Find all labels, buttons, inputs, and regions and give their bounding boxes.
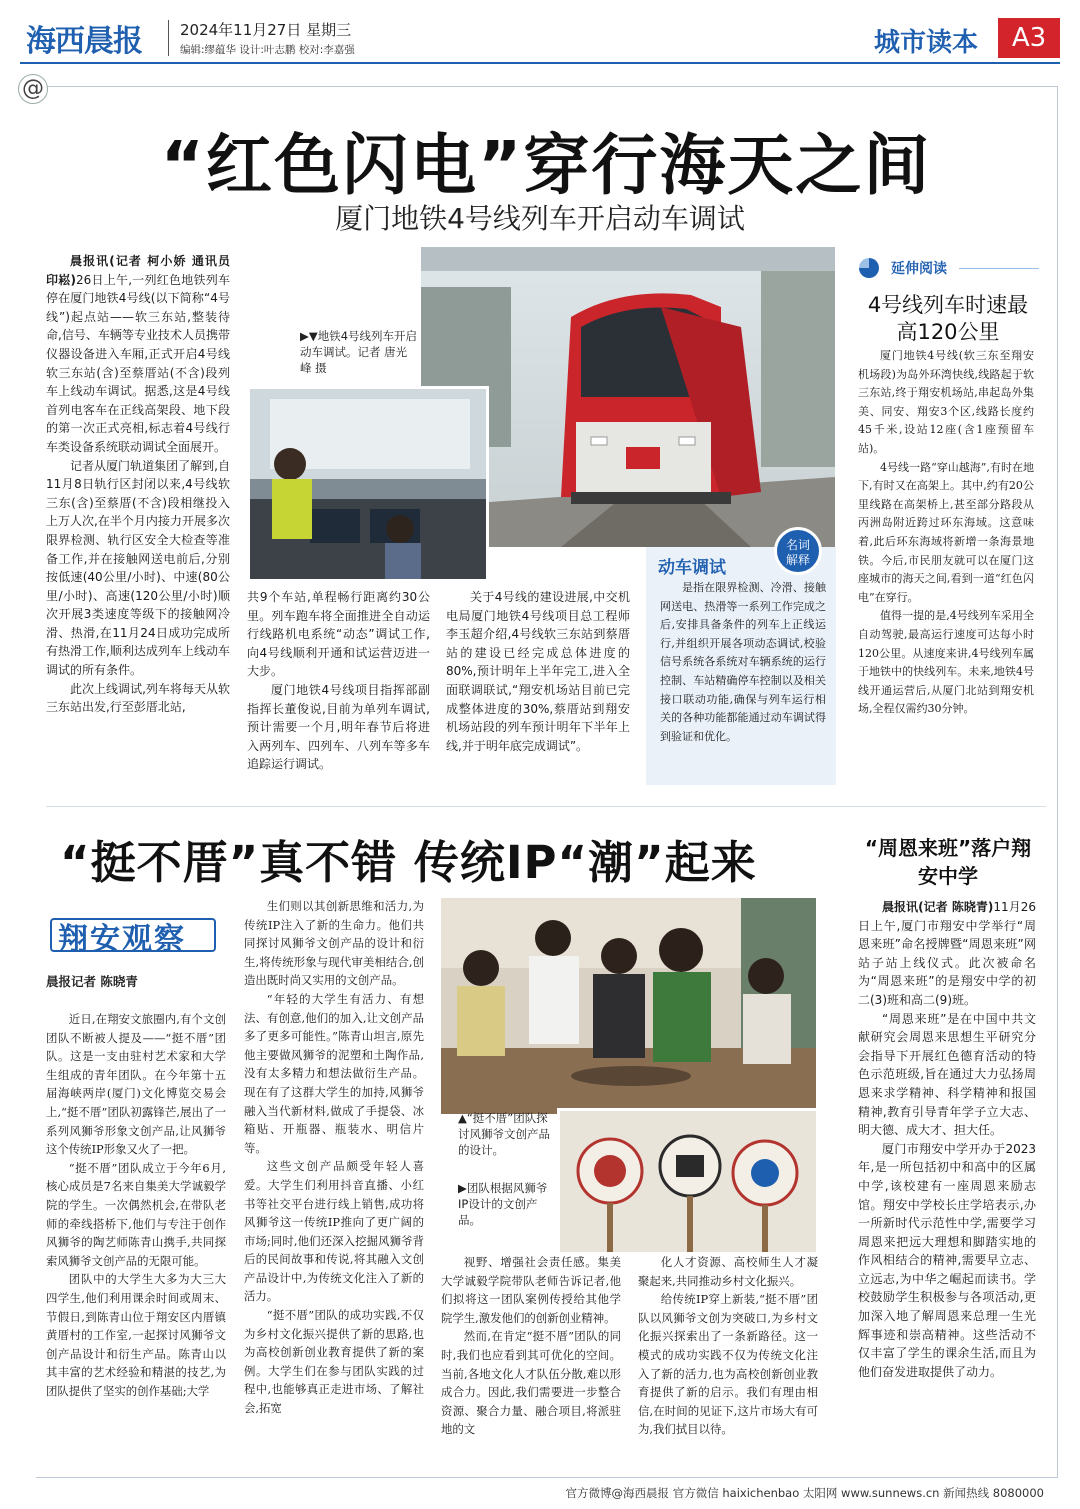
story2-headline: “挺不厝”真不错 传统IP“潮”起来: [60, 836, 757, 889]
story1-column-2: [247, 588, 430, 774]
at-icon: [18, 74, 48, 104]
story1-paragraph-3: 此次上线调试,列车将每天从软三东站出发,行至彭厝北站,: [46, 681, 230, 715]
footer-info: 官方微博@海西晨报 官方微信 haixichenbao 太阳网 www.sunnews.cn 新闻热线 8080000: [565, 1486, 1044, 1500]
story1-paragraph-2: 记者从厦门轨道集团了解到,自11月8日轨行区封闭以来,4号线软三东(含)至蔡厝(不含)段相继投入上万人次,在半个月内接力开展多次限界检测、轨行区安全大检查等准备工作,并在接触网送电前后,分别按低速(40公里/小时)、中速(80公里/小时)、高速(120公里/小时)顺次开展3类速度等级下的接触网冷滑、热滑,在11月24日成功完成所有热滑工作,顺利达成列车上线动车调试的所有条件。: [46, 458, 230, 678]
sidebar-title: 4号线列车时速最高120公里: [867, 293, 1029, 344]
story2-column-2: [244, 897, 424, 1418]
story2-paragraph-3: 团队中的大学生大多为大三大四学生,他们利用课余时间或周末、节假日,到陈青山位于翔安区内厝镇黄厝村的工作室,一起探讨风狮爷文创产品设计和衍生产品。陈青山以其丰富的艺术经验和精湛的技艺,为团队提供了坚实的创作基础;大学: [46, 1272, 226, 1398]
story2-paragraph-9: 然而,在肯定“挺不厝”团队的同时,我们也应看到其可优化的空间。当前,各地文化人才队伍分散,难以形成合力。因此,我们需要进一步整合资源、聚合力量、融合项目,将派驻地的文: [441, 1329, 621, 1437]
story2-paragraph-10: 化人才资源、高校师生人才凝聚起来,共同推动乡村文化振兴。: [638, 1255, 818, 1288]
team-photo-caption: ▲“挺不厝”团队探讨风狮爷文创产品的设计。: [458, 1111, 550, 1157]
story2-paragraph-8: 视野、增强社会责任感。集美大学诚毅学院带队老师告诉记者,他们拟将这一团队案例传授给其他学院学生,激发他们的创新创业精神。: [441, 1255, 621, 1325]
story2-column-4: [638, 1253, 818, 1439]
extended-reading-text: 延伸阅读: [891, 261, 947, 277]
pie-icon: [859, 258, 879, 278]
column-logo: [50, 912, 216, 958]
column-logo-text: 翔安观察: [58, 922, 186, 957]
newspaper-logo: 海西晨报: [26, 24, 142, 59]
story3-byline: 晨报讯(记者 陈晓青): [882, 900, 994, 914]
story3-paragraph-2: “周恩来班”是在中国中共文献研究会周恩来思想生平研究分会指导下开展红色德育活动的特色示范班级,旨在通过大力弘扬周恩来求学精神、科学精神和报国精神,教育引导青年学子立大志、明大德、成大才、担大任。: [858, 1011, 1036, 1138]
extended-reading-label: [859, 256, 1039, 280]
story3-paragraph-3: 厦门市翔安中学开办于2023年,是一所包括初中和高中的区属中学,该校建有一座周恩来励志馆。翔安中学校长庄学培表示,办一所新时代示范性中学,需要学习周恩来把远大理想和脚踏实地的作风相结合的精神,需要早立志、立远志,为中华之崛起而读书。学校鼓励学生积极参与各项活动,更加深入地了解周恩来总理一生光辉事迹和崇高精神。这些活动不仅丰富了学生的课余生活,而且为他们奋发进取提供了动力。: [858, 1141, 1036, 1379]
story2-paragraph-11: 给传统IP穿上新装,“挺不厝”团队以风狮爷文创为突破口,为乡村文化振兴探索出了一条新路径。这一模式的成功实践不仅为传统文化注入了新的活力,也为高校创新创业教育提供了新的启示。我们有理由相信,在时间的见证下,这片市场大有可为,我们拭目以待。: [638, 1292, 818, 1437]
story1-paragraph-1: 26日上午,一列红色地铁列车停在厦门地铁4号线(以下简称“4号线”)起点站——软三东站,整装待命,信号、车辆等专业技术人员携带仪器设备进入车厢,正式开启4号线软三东站(含)至蔡厝站(不含)段列车上线动车调试。据悉,这是4号线首列电客车在正线高架段、地下段的第一次正式亮相,标志着4号线行车类设备系统联动调试全面展开。: [46, 272, 230, 454]
story1-paragraph-3-cont: 共9个车站,单程畅行距离约30公里。列车跑车将全面推进全自动运行线路机电系统“动态”调试工作,向4号线顺利开通和试运营迈进一大步。: [247, 590, 430, 679]
at-symbol: @: [22, 76, 44, 101]
section-name: 城市读本: [874, 28, 979, 58]
story1-column-3: [446, 588, 630, 755]
story1-paragraph-5: 关于4号线的建设进展,中交机电局厦门地铁4号线项目总工程师李玉超介绍,4号线软三东站到蔡厝站的建设已经完成总体进度的80%,预计明年上半年完工,进入全面联调联试,“翔安机场站目前已完成整体进度的30%,蔡厝站到翔安机场站段的列车预计明年下半年上线,并于明年底完成调试”。: [446, 590, 630, 753]
product-photo-caption: ▶团队根据风狮爷IP设计的文创产品。: [458, 1181, 548, 1227]
term-box: [646, 547, 836, 785]
story3-body: [858, 898, 1036, 1381]
story2-paragraph-6: 这些文创产品颇受年轻人喜爱。大学生们利用抖音直播、小红书等社交平台进行线上销售,成功将风狮爷这一传统IP推向了更广阔的市场;同时,他们还深入挖掘风狮爷背后的民间故事和传说,将其融入文创产品设计中,为传统文化注入了新的活力。: [244, 1159, 424, 1304]
story2-paragraph-2: “挺不厝”团队成立于今年6月,核心成员是7名来自集美大学诚毅学院的学生。一次偶然机会,在带队老师的牵线搭桥下,他们与专注于创作风狮爷的陶艺师陈青山携手,共同探索风狮爷文创产品的无限可能。: [46, 1160, 226, 1268]
sidebar-body: [858, 347, 1034, 719]
story1-column-1: [46, 252, 230, 717]
team-photo: [441, 898, 816, 1114]
story2-paragraph-5: “年轻的大学生有活力、有想法、有创意,他们的加入,让文创产品多了更多可能性。”陈青山坦言,原先他主要做风狮爷的泥塑和土陶作品,没有太多精力和想法做衍生产品。现在有了这群大学生的加持,风狮爷融入当代新材料,做成了手提袋、冰箱贴、开瓶器、瓶装水、明信片等。: [244, 991, 424, 1155]
staff-credits: 编辑:缪蕴华 设计:叶志鹏 校对:李嘉强: [180, 44, 355, 56]
footer-bar: [0, 1479, 1080, 1509]
story2-byline: 晨报记者 陈晓青: [46, 974, 138, 989]
term-text: 是指在限界检测、冷滑、接触网送电、热滑等一系列工作完成之后,安排具备条件的列车上正线运行,并组织开展各项动态调试,校验信号系统各系统对车辆系统的运行控制、车站精确停车控制以及相关接口联动功能,确保与列车运行相关的各种功能都能通过动车调试得到验证和优化。: [660, 581, 826, 743]
story1-byline: 晨报讯(记者 柯小娇 通讯员 印崧): [46, 254, 230, 287]
term-title: 动车调试: [658, 558, 726, 578]
story2-paragraph-1: 近日,在翔安文旅圈内,有个文创团队不断被人提及——“挺不厝”团队。这是一支由驻村艺术家和大学生组成的青年团队。在今年第十五届海峡两岸(厦门)文化博览交易会上,“挺不厝”团队初露锋芒,展出了一系列风狮爷形象文创产品,让风狮爷这个传统IP形象又火了一把。: [46, 1012, 226, 1157]
story1-paragraph-4: 厦门地铁4号线项目指挥部副指挥长董俊说,目前为单列车调试,预计需要一个月,明年春节后将进入两列车、四列车、八列车等多车追踪运行调试。: [247, 682, 430, 772]
story1-headline: “红色闪电”穿行海天之间: [160, 127, 932, 204]
section-divider: [46, 806, 1046, 807]
issue-date: 2024年11月27日 星期三: [180, 21, 352, 39]
story3-headline: “周恩来班”落户翔安中学: [864, 836, 1032, 888]
page-number: A3: [998, 18, 1060, 58]
story2-column-1: [46, 1010, 226, 1400]
term-badge-label: 名词解释: [785, 538, 810, 567]
sidebar-paragraph-1: 厦门地铁4号线(软三东至翔安机场段)为岛外环湾快线,线路起于软三东站,终于翔安机场站,串起岛外集美、同安、翔安3个区,线路长度约45千米,设站12座(含1座预留车站)。: [858, 349, 1034, 455]
sidebar-paragraph-2: 4号线一路“穿山越海”,有时在地下,有时又在高架上。其中,约有20公里线路在高架桥上,甚至部分路段从丙洲岛附近跨过环东海域。这意味着,此后环东海域将新增一条海景地铁。今后,市民朋友就可以在厦门这座城市的海天之间,看到一道“红色闪电”在穿行。: [858, 460, 1034, 604]
sidebar-paragraph-3: 值得一提的是,4号线列车采用全自动驾驶,最高运行速度可达每小时120公里。从速度来讲,4号线列车属于地铁中的快线列车。未来,地铁4号线开通运营后,从厦门北站到翔安机场,全程仅需约30分钟。: [858, 609, 1034, 716]
train-photo-caption: ▶▼地铁4号线列车开启动车调试。记者 唐光峰 摄: [300, 329, 418, 375]
story2-column-3: [441, 1253, 621, 1439]
cab-photo: [247, 386, 489, 582]
masthead: [0, 0, 1080, 66]
term-badge: [774, 527, 822, 575]
masthead-divider: [168, 20, 169, 56]
masthead-rule: [20, 62, 1060, 64]
product-photo: [557, 1108, 816, 1252]
story3-paragraph-1: 11月26日上午,厦门市翔安中学举行“周恩来班”命名授牌暨“周恩来班”网站子站上线仪式。此次被命名为“周恩来班”的是翔安中学的初二(3)班和高二(9)班。: [858, 900, 1036, 1007]
story1-subheadline: 厦门地铁4号线列车开启动车调试: [335, 202, 745, 235]
story2-paragraph-4: 生们则以其创新思维和活力,为传统IP注入了新的生命力。他们共同探讨风狮爷文创产品的设计和衍生,将传统形象与现代审美相结合,创造出既时尚又实用的文创产品。: [244, 899, 424, 988]
extended-reading-rule: [959, 268, 1039, 269]
story2-paragraph-7: “挺不厝”团队的成功实践,不仅为乡村文化振兴提供了新的思路,也为高校创新创业教育提供了新的案例。大学生们在参与团队实践的过程中,也能够真正走进市场、了解社会,拓宽: [244, 1308, 424, 1416]
